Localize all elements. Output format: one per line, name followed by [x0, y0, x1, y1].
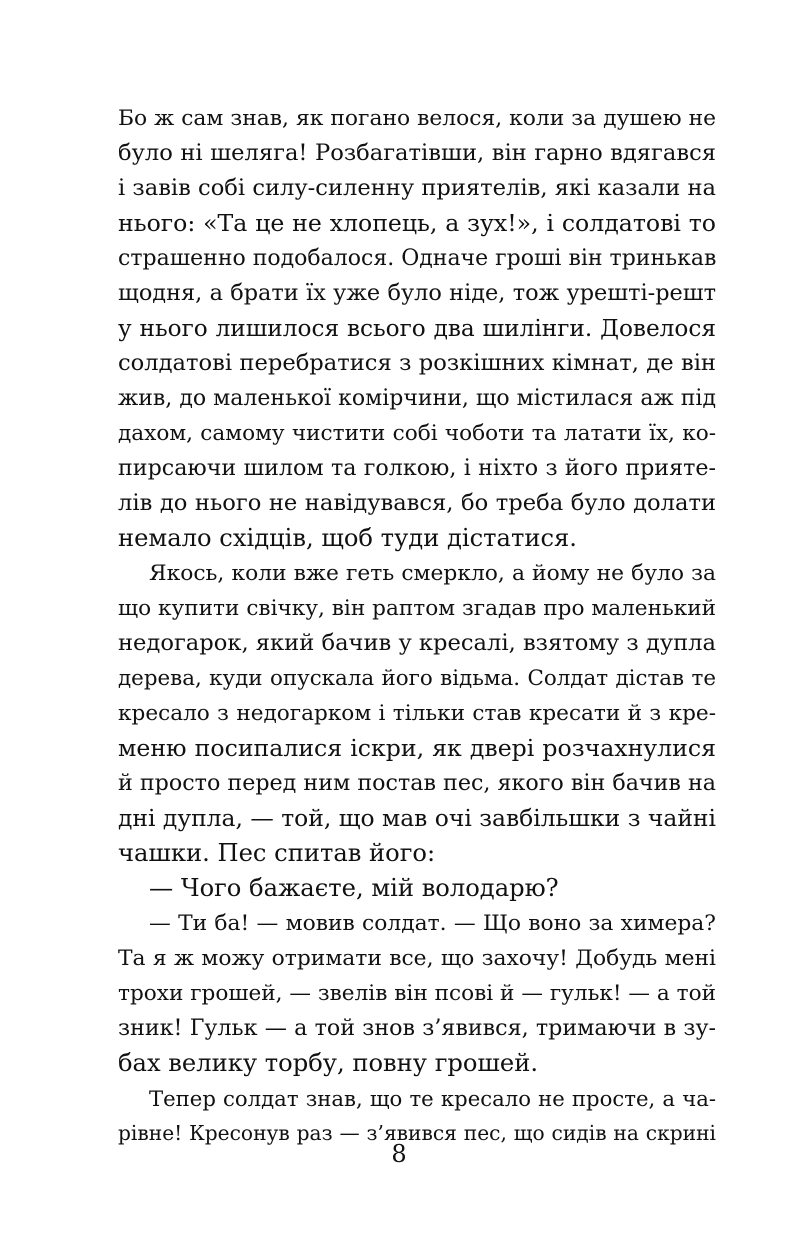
text-line: немало східців, щоб туди дістатися. [118, 524, 577, 552]
text-line: страшенно подобалося. Одначе гроші він тринькав [118, 246, 717, 271]
text-line: і завів собі силу-силенну приятелів, які казали на [118, 175, 716, 201]
text-line: зник! Гульк — а той знов з’явився, тримаючи в зу- [118, 1015, 716, 1041]
text-line: дахом, самому чистити собі чоботи та латати їх, ко- [118, 421, 716, 446]
text-line: солдатові перебратися з розкішних кімнат, де він [118, 350, 716, 376]
text-line: Якось, коли вже геть смеркло, а йому не було за [149, 561, 716, 586]
text-line: рівне! Кресонув раз — з’явився пес, що сидів на скрині [118, 1121, 716, 1145]
text-line: Бо ж сам знав, як погано велося, коли за душею не [118, 106, 716, 131]
text-line: лів до нього не навідувався, бо треба було долати [118, 490, 716, 516]
text-line: нього: «Та це не хлопець, а зух!», і солдатові то [118, 209, 716, 237]
text-line: меню посипалися іскри, як двері розчахнулися [118, 734, 716, 762]
text-line: й просто перед ним постав пес, якого він бачив на [118, 770, 716, 796]
text-line: Та я ж можу отримати все, що захочу! Добудь мені [118, 946, 716, 971]
text-line: недогарок, який бачив у кресалі, взятому з дупла [118, 630, 716, 656]
text-line: дерева, куди опускала його відьма. Солдат дістав те [118, 666, 716, 691]
text-line: жив, до маленької комірчини, що містилася аж під [118, 386, 716, 411]
text-line: дні дупла, — той, що мав очі завбільшки з чайні [118, 804, 716, 832]
text-line: кресало з недогарком і тільки став кресати й з кре- [118, 701, 716, 726]
text-line: у нього лишилося всього два шилінги. Довелося [118, 315, 716, 342]
text-line: — Чого бажаєте, мій володарю? [149, 874, 559, 902]
page-text [118, 101, 716, 1151]
text-line: що купити свічку, він раптом згадав про маленький [118, 596, 716, 621]
text-line: бах велику торбу, повну грошей. [118, 1049, 539, 1077]
text-line: пирсаючи шилом та голкою, і ніхто з його приятe- [118, 455, 716, 481]
text-line: — Ти ба! — мовив солдат. — Що воно за химера? [149, 911, 716, 936]
page-number: 8 [391, 1140, 407, 1168]
text-line: було ні шеляга! Розбагатівши, він гарно вдягався [118, 140, 716, 166]
text-line: щодня, а брати їх уже було ніде, тож урешті-решт [118, 280, 716, 306]
text-line: чашки. Пес спитав його: [118, 839, 436, 867]
text-line: Тепер солдат знав, що те кресало не просте, а ча- [149, 1086, 716, 1111]
text-line: трохи грошей, — звелів він псові й — гульк! — а той [118, 981, 716, 1006]
